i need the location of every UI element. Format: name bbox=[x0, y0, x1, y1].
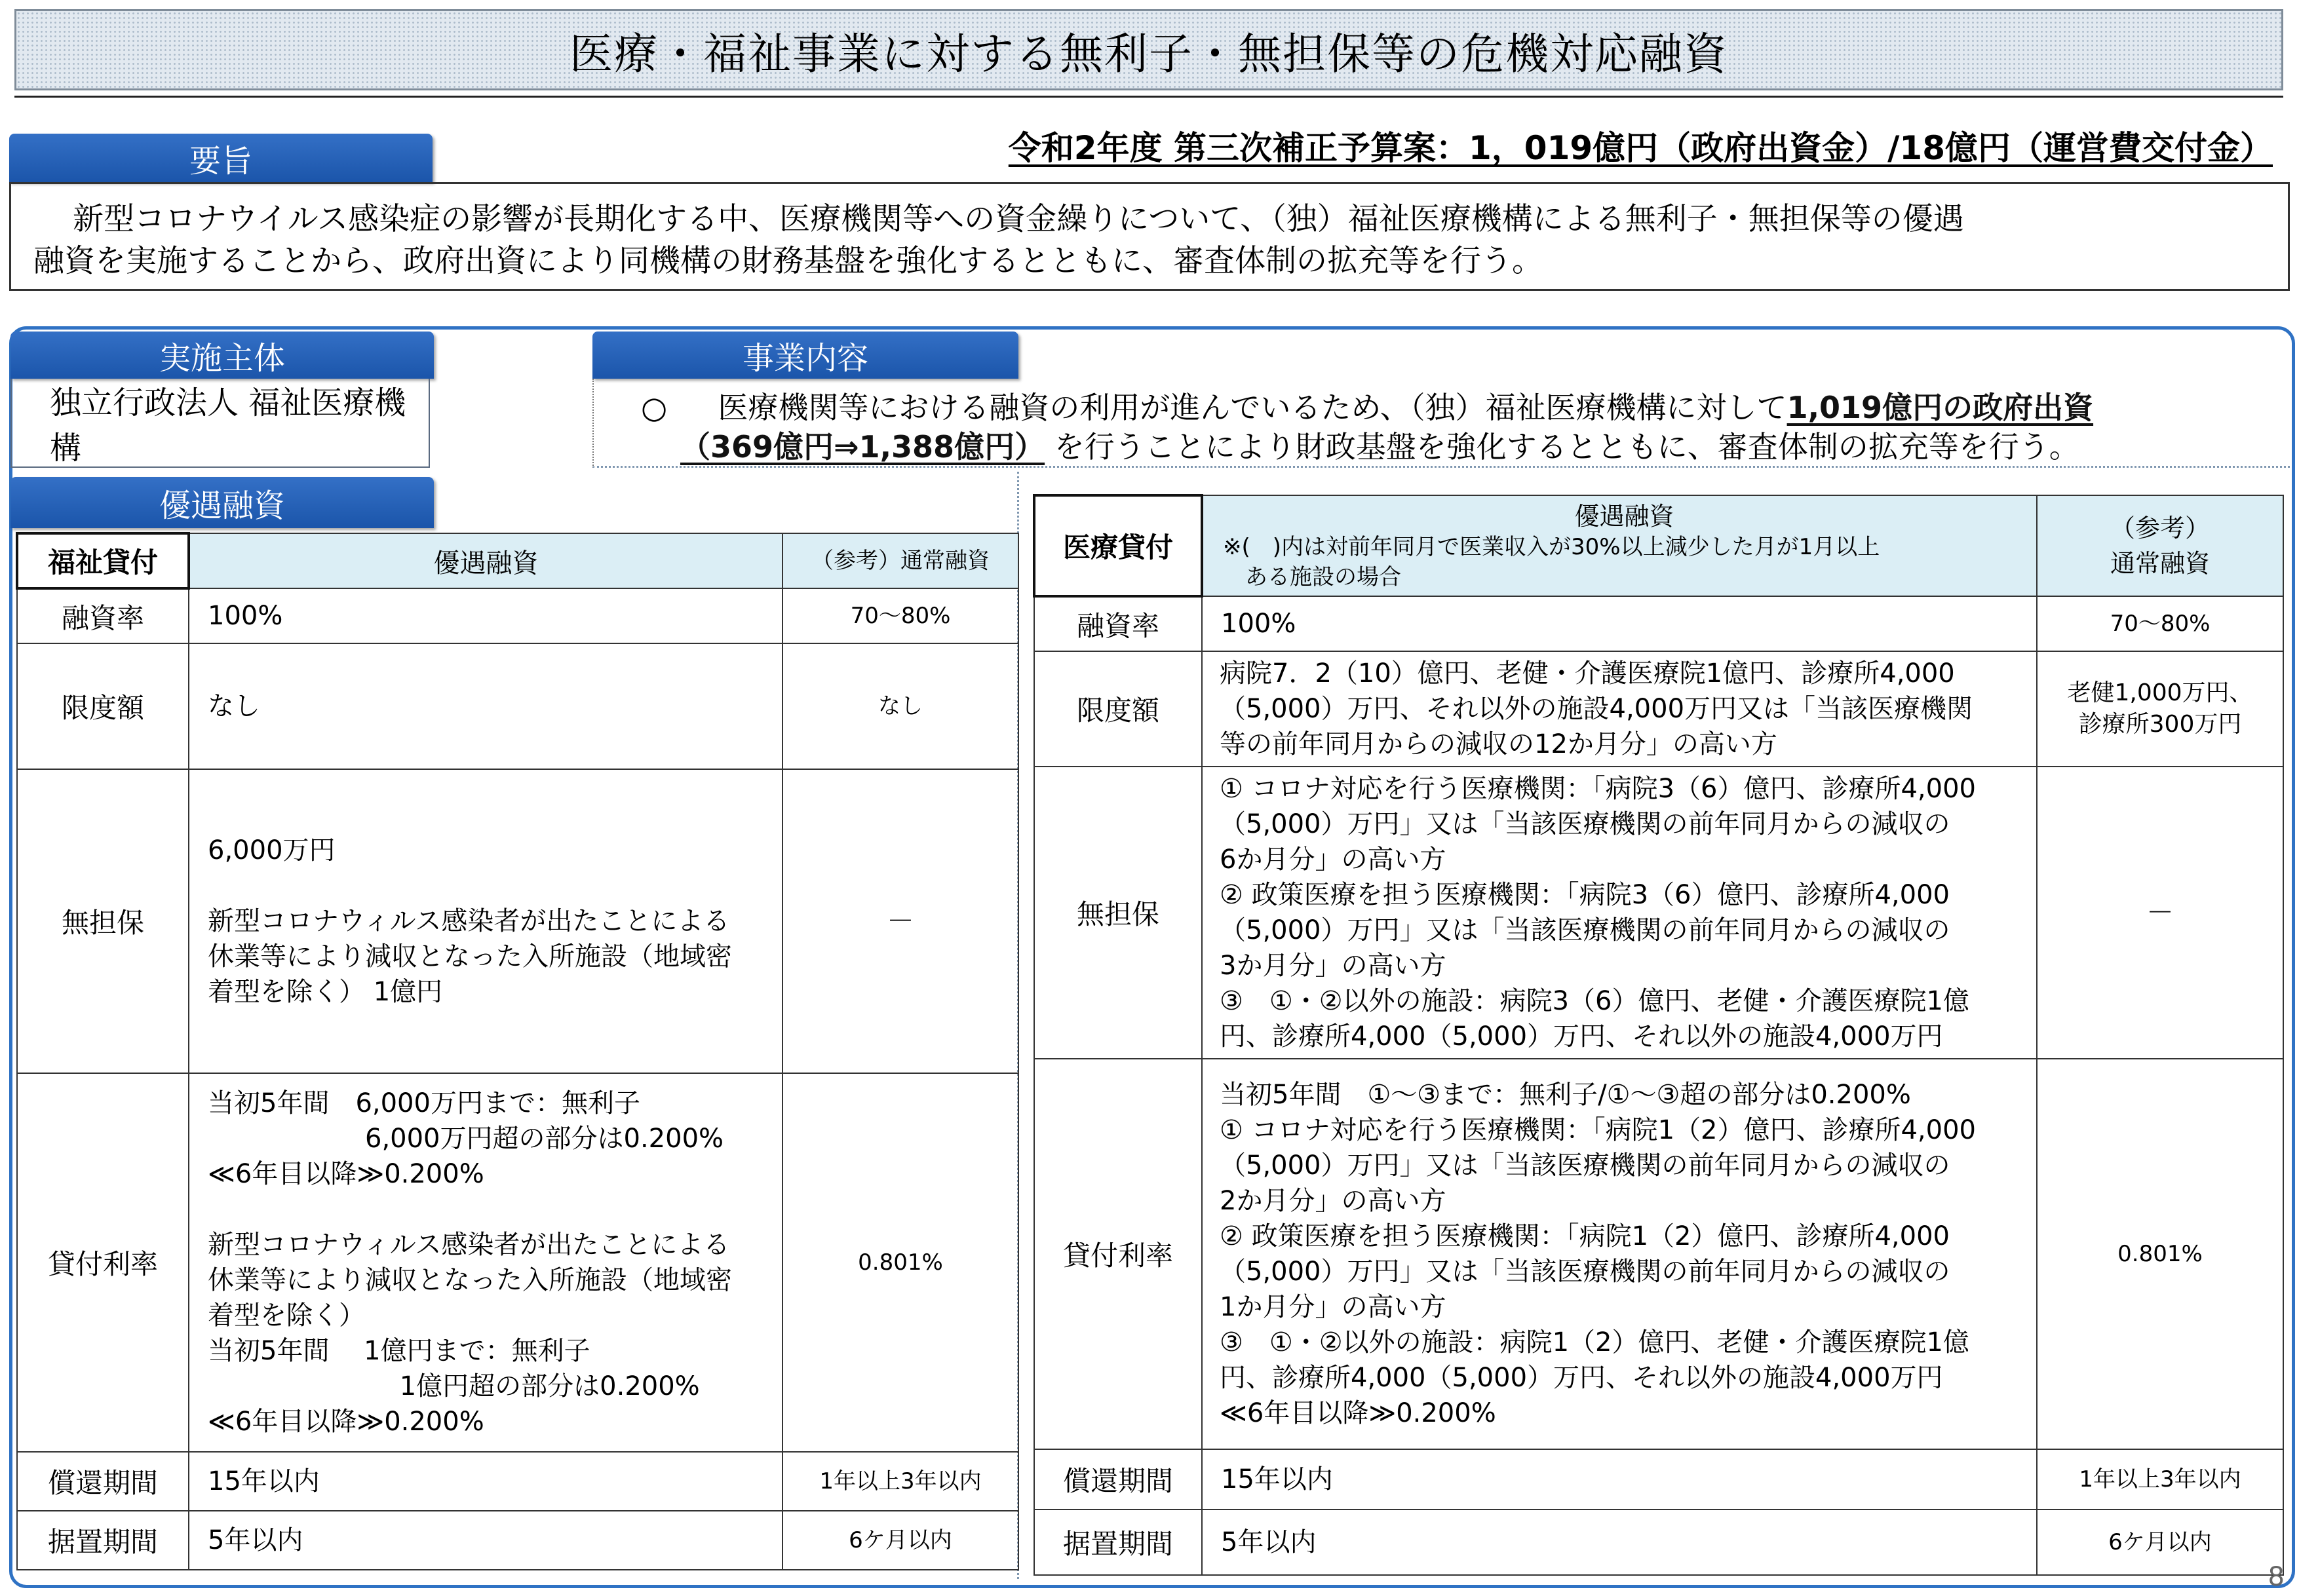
row-label: 融資率 bbox=[1034, 596, 1202, 651]
row-ref: － bbox=[782, 769, 1018, 1073]
row-ref: 1年以上3年以内 bbox=[782, 1452, 1018, 1511]
page-title: 医療・福祉事業に対する無利子・無担保等の危機対応融資 bbox=[570, 28, 1728, 79]
fukushi-col-ref: （参考）通常融資 bbox=[782, 533, 1018, 588]
row-yugu: 当初5年間 ①～③まで：無利子/①～③超の部分は0.200% ① コロナ対応を行う医療機関：「病院1（2）億円、診療所4,000 （5,000）万円」又は「当該医療機関の前年同月からの減収の 2か月分」の高い方 ② 政策医療を担う医療機関：「病院1（2）億円、診療所4,000 （5,000）万円」又は「当該医療機関の前年同月からの減収の 1か月分」の高い方 ③ ①・②以外の施設：病院1（2）億円、老健・介護医療院1億 円、診療所4,000（5,000）万円、それ以外の施設4,000万円 ≪6年目以降≫0.200% bbox=[1202, 1059, 2037, 1449]
iryo-col-yugu-note: ※( )内は対前年同月で医業収入が30%以上減少した月が1月以上 ある施設の場合 bbox=[1223, 534, 1880, 590]
title-banner bbox=[14, 9, 2283, 90]
row-yugu: 5年以内 bbox=[189, 1511, 782, 1570]
row-yugu: なし bbox=[189, 643, 782, 769]
jigyo-line-2: （369億円⇒1,388億円） を行うことにより財政基盤を強化するとともに、審査体制の拡充等を行う。 bbox=[680, 429, 2079, 465]
row-yugu: 当初5年間 6,000万円まで：無利子 6,000万円超の部分は0.200% ≪6年目以降≫0.200% 新型コロナウィルス感染者が出たことによる 休業等により減収となった入所施設（地域密 着型を除く） 当初5年間 1億円まで：無利子 1億円超の部分は0.200% ≪6年目以降≫0.200% bbox=[189, 1073, 782, 1452]
tab-yugu-label: 優遇融資 bbox=[159, 487, 285, 524]
row-yugu: 病院7．2（10）億円、老健・介護医療院1億円、診療所4,000 （5,000）万円、それ以外の施設4,000万円又は「当該医療機関 等の前年同月からの減収の12か月分」の高い方 bbox=[1202, 651, 2037, 767]
row-ref: 老健1,000万円、 診療所300万円 bbox=[2037, 651, 2283, 767]
tab-youshi bbox=[9, 134, 433, 182]
iryo-col-ref: （参考） 通常融資 bbox=[2037, 495, 2283, 596]
row-ref: － bbox=[2037, 767, 2283, 1059]
table-row bbox=[17, 588, 1018, 643]
row-yugu: 15年以内 bbox=[189, 1452, 782, 1511]
budget-line: 令和2年度 第三次補正予算案：1，019億円（政府出資金）/18億円（運営費交付金） bbox=[1008, 129, 2273, 167]
tab-jigyo bbox=[592, 332, 1018, 379]
row-ref: 1年以上3年以内 bbox=[2037, 1449, 2283, 1510]
row-label: 融資率 bbox=[17, 588, 189, 643]
tab-yugu bbox=[10, 477, 434, 528]
jigyo-line-1: ○ 医療機関等における融資の利用が進んでいるため、（独）福祉医療機構に対して1,019億円の政府出資 bbox=[641, 390, 2094, 425]
row-yugu: 6,000万円 新型コロナウィルス感染者が出たことによる 休業等により減収となった入所施設（地域密 着型を除く） 1億円 bbox=[189, 769, 782, 1073]
summary-box bbox=[9, 182, 2290, 291]
row-label: 償還期間 bbox=[17, 1452, 189, 1511]
tab-jisshi-label: 実施主体 bbox=[159, 339, 285, 377]
jisshi-content: 独立行政法人 福祉医療機構 bbox=[10, 379, 430, 468]
row-label: 無担保 bbox=[17, 769, 189, 1073]
row-ref: なし bbox=[782, 643, 1018, 769]
row-yugu: ① コロナ対応を行う医療機関：「病院3（6）億円、診療所4,000 （5,000）万円」又は「当該医療機関の前年同月からの減収の 6か月分」の高い方 ② 政策医療を担う医療機関：「病院3（6）億円、診療所4,000 （5,000）万円」又は「当該医療機関の前年同月からの減収の 3か月分」の高い方 ③ ①・②以外の施設：病院3（6）億円、老健・介護医療院1億 円、診療所4,000（5,000）万円、それ以外の施設4,000万円 bbox=[1202, 767, 2037, 1059]
iryo-corner: 医療貸付 bbox=[1034, 495, 1202, 596]
title-divider bbox=[14, 96, 2283, 98]
row-label: 無担保 bbox=[1034, 767, 1202, 1059]
table-row bbox=[1034, 651, 2283, 767]
table-row bbox=[17, 769, 1018, 1073]
table-row bbox=[1034, 1510, 2283, 1575]
row-label: 据置期間 bbox=[1034, 1510, 1202, 1575]
iryo-header-row bbox=[1034, 495, 2283, 596]
bullet-circle: ○ bbox=[641, 390, 668, 425]
iryo-table bbox=[1033, 494, 2284, 1576]
summary-line-1: 新型コロナウイルス感染症の影響が長期化する中、医療機関等への資金繰りについて、（独）福祉医療機構による無利子・無担保等の優遇 bbox=[73, 201, 1964, 237]
fukushi-col-yugu: 優遇融資 bbox=[189, 533, 782, 588]
row-ref: 0.801% bbox=[2037, 1059, 2283, 1449]
table-row bbox=[1034, 767, 2283, 1059]
table-row bbox=[17, 643, 1018, 769]
table-row bbox=[17, 1073, 1018, 1452]
row-label: 限度額 bbox=[17, 643, 189, 769]
table-row bbox=[17, 1511, 1018, 1570]
tab-youshi-label: 要旨 bbox=[189, 142, 252, 180]
fukushi-table bbox=[16, 532, 1019, 1570]
table-row bbox=[1034, 596, 2283, 651]
summary-line-2: 融資を実施することから、政府出資により同機構の財務基盤を強化するとともに、審査体制の拡充等を行う。 bbox=[33, 243, 1543, 279]
row-yugu: 5年以内 bbox=[1202, 1510, 2037, 1575]
row-label: 限度額 bbox=[1034, 651, 1202, 767]
row-label: 償還期間 bbox=[1034, 1449, 1202, 1510]
row-yugu: 100% bbox=[1202, 596, 2037, 651]
row-ref: 70～80% bbox=[782, 588, 1018, 643]
page-number: 8 bbox=[2268, 1562, 2285, 1592]
fukushi-header-row bbox=[17, 533, 1018, 588]
fukushi-corner: 福祉貸付 bbox=[17, 533, 189, 588]
tab-jigyo-label: 事業内容 bbox=[742, 339, 868, 377]
row-ref: 6ケ月以内 bbox=[782, 1511, 1018, 1570]
jigyo-investment-amount: 1,019億円の政府出資 bbox=[1787, 390, 2094, 425]
tab-jisshi bbox=[10, 332, 434, 379]
row-label: 据置期間 bbox=[17, 1511, 189, 1570]
jigyo-investment-change: （369億円⇒1,388億円） bbox=[680, 429, 1045, 465]
iryo-col-yugu bbox=[1202, 495, 2037, 596]
row-yugu: 100% bbox=[189, 588, 782, 643]
row-yugu: 15年以内 bbox=[1202, 1449, 2037, 1510]
row-ref: 0.801% bbox=[782, 1073, 1018, 1452]
table-row bbox=[17, 1452, 1018, 1511]
table-row bbox=[1034, 1059, 2283, 1449]
row-ref: 70～80% bbox=[2037, 596, 2283, 651]
table-row bbox=[1034, 1449, 2283, 1510]
row-label: 貸付利率 bbox=[17, 1073, 189, 1452]
row-label: 貸付利率 bbox=[1034, 1059, 1202, 1449]
iryo-col-yugu-title: 優遇融資 bbox=[1574, 502, 1674, 531]
row-ref: 6ケ月以内 bbox=[2037, 1510, 2283, 1575]
jigyo-content bbox=[592, 379, 2290, 468]
